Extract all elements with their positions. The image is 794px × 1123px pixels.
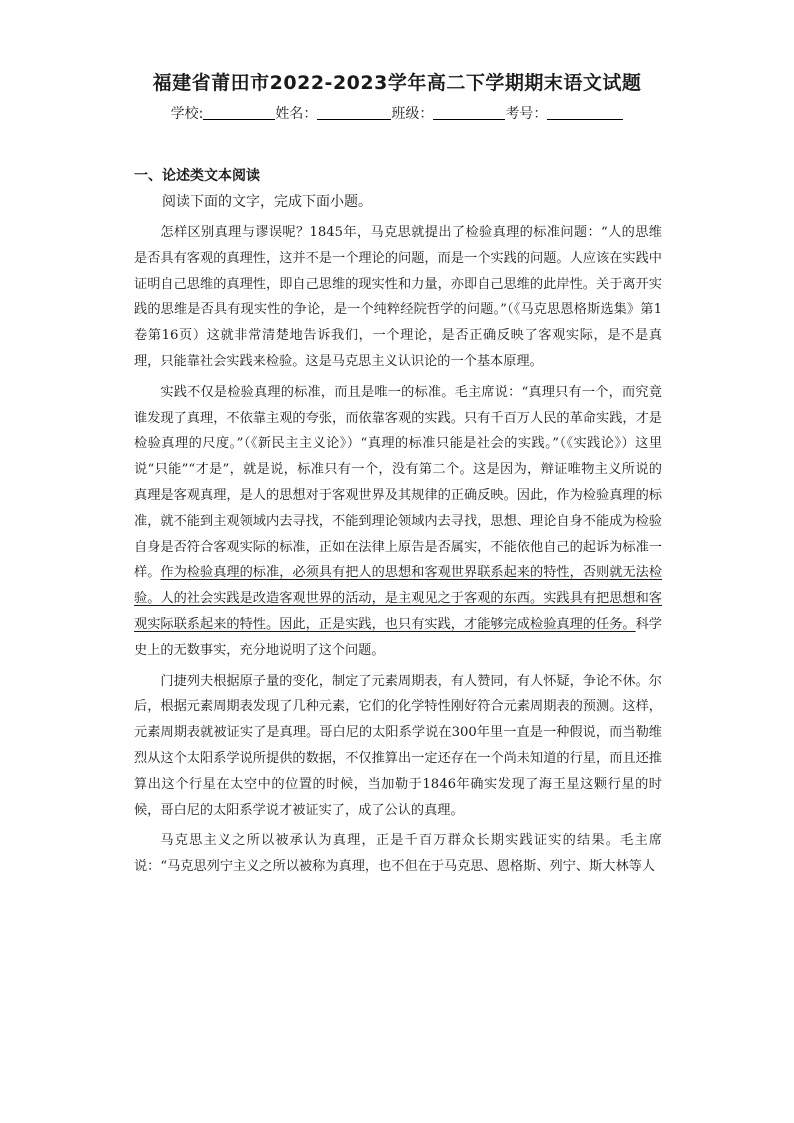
exam-no-label: 考号： (505, 106, 548, 122)
reading-instruction: 阅读下面的文字，完成下面小题。 (162, 194, 372, 210)
name-label: 姓名： (275, 106, 318, 122)
class-label: 班级： (391, 106, 434, 122)
student-info-line (0, 103, 794, 123)
paragraph-3: 门捷列夫根据原子量的变化，制定了元素周期表，有人赞同，有人怀疑，争论不休。尔后，根据元素周期表发现了几种元素，它们的化学特性刚好符合元素周期表的预测。这样，元素周期表就被证实了是真理。哥白尼的太阳系学说在300年里一直是一种假说，而当勒维烈从这个太阳系学说所提供的数据，不仅推算出一定还存在一个尚未知道的行星，而且还推算出这个行星在太空中的位置的时候，当加勒于1846年确实发现了海王星这颗行星的时候，哥白尼的太阳系学说才被证实了，成了公认的真理。 (134, 673, 662, 818)
paragraph-1: 怎样区别真理与谬误呢？1845年，马克思就提出了检验真理的标准问题：“人的思维是否具有客观的真理性，这并不是一个理论的问题，而是一个实践的问题。人应该在实践中证明自己思维的真理性，即自己思维的现实性和力量，亦即自己思维的此岸性。关于离开实践的思维是否具有现实性的争论，是一个纯粹经院哲学的问题。”（《马克思恩格斯选集》第1卷第16页）这就非常清楚地告诉我们，一个理论，是否正确反映了客观实际，是不是真理，只能靠社会实践来检验。这是马克思主义认识论的一个基本原理。 (134, 225, 662, 369)
paragraph-2 (134, 380, 662, 664)
reading-passage (134, 220, 662, 885)
page-title: 福建省莆田市2022-2023学年高二下学期期末语文试题 (152, 72, 642, 94)
paragraph-2-text: 实践不仅是检验真理的标准，而且是唯一的标准。毛主席说：“真理只有一个，而究竟谁发现了真理，不依靠主观的夸张，而依靠客观的实践。只有千百万人民的革命实践，才是检验真理的尺度。”（《新民主主义论》）“真理的标准只能是社会的实践。”（《实践论》）这里说“只能”“才是”，就是说，标准只有一个，没有第二个。这是因为，辩证唯物主义所说的真理是客观真理，是人的思想对于客观世界及其规律的正确反映。因此，作为检验真理的标准，就不能到主观领域内去寻找，不能到理论领域内去寻找，思想、理论自身不能成为检验自身是否符合客观实际的标准，正如在法律上原告是否属实，不能依他自己的起诉为标准一样。 (134, 384, 662, 581)
school-label: 学校: (170, 106, 204, 122)
class-blank[interactable] (433, 105, 505, 120)
name-blank[interactable] (317, 105, 391, 120)
exam-no-blank[interactable] (547, 105, 623, 120)
section-heading: 一、论述类文本阅读 (134, 168, 260, 184)
underlined-passage: 作为检验真理的标准，必须具有把人的思想和客观世界联系起来的特性，否则就无法检验。人的社会实践是改造客观世界的活动，是主观见之于客观的东西。实践具有把思想和客观实际联系起来的特性。因此，正是实践，也只有实践，才能够完成检验真理的任务。 (134, 565, 663, 632)
paragraph-4: 马克思主义之所以被承认为真理，正是千百万群众长期实践证实的结果。毛主席说：“马克思列宁主义之所以被称为真理，也不但在于马克思、恩格斯、列宁、斯大林等人 (134, 833, 662, 875)
school-blank[interactable] (203, 105, 275, 120)
paragraph-2-tail: 科学史上的无数事实，充分地说明了这个问题。 (134, 616, 662, 658)
